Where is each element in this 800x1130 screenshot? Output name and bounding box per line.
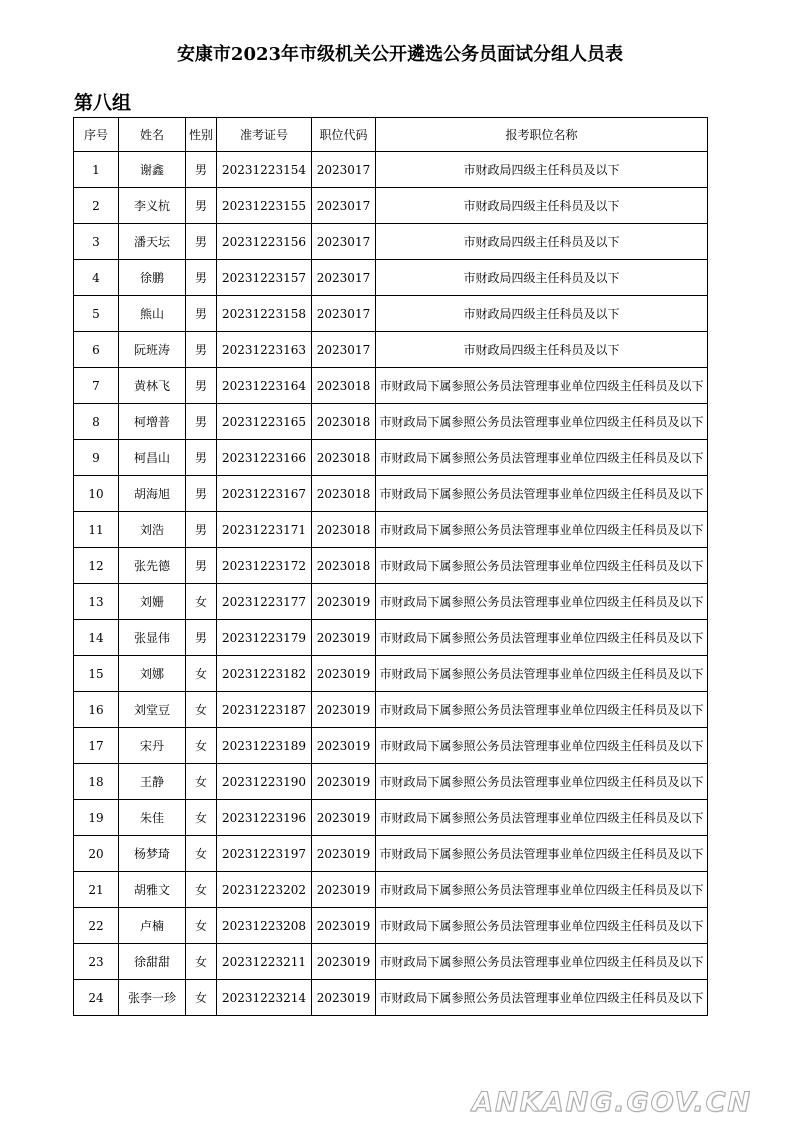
cell-position-name: 市财政局下属参照公务员法管理事业单位四级主任科员及以下 [376,368,708,404]
cell-gender: 男 [186,188,217,224]
cell-serial: 18 [74,764,119,800]
group-label: 第八组 [74,92,132,114]
table-row [74,476,708,512]
table-row [74,152,708,188]
cell-serial: 17 [74,728,119,764]
cell-position-code: 2023018 [312,368,376,404]
table-row [74,224,708,260]
cell-serial: 5 [74,296,119,332]
table-row [74,656,708,692]
cell-serial: 22 [74,908,119,944]
table-row [74,692,708,728]
cell-position-code: 2023018 [312,548,376,584]
cell-position-code: 2023017 [312,332,376,368]
cell-exam-id: 20231223187 [217,692,312,728]
table-row [74,800,708,836]
table-row [74,764,708,800]
cell-position-name: 市财政局下属参照公务员法管理事业单位四级主任科员及以下 [376,584,708,620]
cell-gender: 男 [186,440,217,476]
cell-gender: 男 [186,404,217,440]
cell-serial: 12 [74,548,119,584]
cell-position-name: 市财政局下属参照公务员法管理事业单位四级主任科员及以下 [376,404,708,440]
cell-position-code: 2023019 [312,800,376,836]
table-row [74,512,708,548]
cell-name: 刘娜 [119,656,186,692]
table-row [74,872,708,908]
cell-exam-id: 20231223154 [217,152,312,188]
cell-gender: 女 [186,584,217,620]
cell-exam-id: 20231223172 [217,548,312,584]
header-position-code: 职位代码 [312,118,376,152]
cell-name: 王静 [119,764,186,800]
cell-name: 柯增普 [119,404,186,440]
table-row [74,944,708,980]
cell-position-name: 市财政局下属参照公务员法管理事业单位四级主任科员及以下 [376,800,708,836]
cell-exam-id: 20231223165 [217,404,312,440]
cell-name: 徐鹏 [119,260,186,296]
cell-serial: 3 [74,224,119,260]
cell-position-code: 2023019 [312,584,376,620]
cell-position-code: 2023017 [312,296,376,332]
cell-gender: 男 [186,476,217,512]
cell-gender: 女 [186,764,217,800]
table-row [74,836,708,872]
document-title: 安康市2023年市级机关公开遴选公务员面试分组人员表 [176,44,624,65]
cell-name: 刘堂豆 [119,692,186,728]
cell-position-code: 2023019 [312,836,376,872]
cell-exam-id: 20231223190 [217,764,312,800]
cell-name: 刘姗 [119,584,186,620]
cell-exam-id: 20231223177 [217,584,312,620]
cell-position-code: 2023017 [312,224,376,260]
cell-gender: 男 [186,224,217,260]
cell-exam-id: 20231223156 [217,224,312,260]
cell-serial: 23 [74,944,119,980]
cell-position-code: 2023017 [312,188,376,224]
cell-serial: 8 [74,404,119,440]
cell-gender: 女 [186,836,217,872]
cell-position-code: 2023019 [312,872,376,908]
site-watermark: ANKANG.GOV.CN [472,1087,752,1118]
cell-position-code: 2023019 [312,728,376,764]
table-header-row [74,118,708,152]
cell-position-code: 2023018 [312,404,376,440]
cell-position-code: 2023019 [312,692,376,728]
cell-position-name: 市财政局下属参照公务员法管理事业单位四级主任科员及以下 [376,548,708,584]
cell-serial: 13 [74,584,119,620]
header-gender: 性别 [186,118,217,152]
cell-serial: 2 [74,188,119,224]
cell-name: 朱佳 [119,800,186,836]
cell-position-name: 市财政局下属参照公务员法管理事业单位四级主任科员及以下 [376,980,708,1016]
table-body [74,152,708,1016]
cell-position-name: 市财政局下属参照公务员法管理事业单位四级主任科员及以下 [376,944,708,980]
cell-name: 杨梦琦 [119,836,186,872]
cell-name: 熊山 [119,296,186,332]
cell-serial: 19 [74,800,119,836]
cell-exam-id: 20231223214 [217,980,312,1016]
table-row [74,980,708,1016]
cell-exam-id: 20231223189 [217,728,312,764]
cell-serial: 4 [74,260,119,296]
cell-name: 阮班涛 [119,332,186,368]
cell-gender: 男 [186,152,217,188]
cell-position-code: 2023019 [312,620,376,656]
cell-exam-id: 20231223155 [217,188,312,224]
cell-gender: 女 [186,908,217,944]
cell-name: 张先德 [119,548,186,584]
cell-exam-id: 20231223211 [217,944,312,980]
cell-exam-id: 20231223171 [217,512,312,548]
cell-position-name: 市财政局下属参照公务员法管理事业单位四级主任科员及以下 [376,476,708,512]
cell-name: 黄林飞 [119,368,186,404]
cell-serial: 10 [74,476,119,512]
cell-gender: 男 [186,260,217,296]
cell-serial: 15 [74,656,119,692]
cell-serial: 7 [74,368,119,404]
cell-position-code: 2023017 [312,260,376,296]
header-exam-id: 准考证号 [217,118,312,152]
cell-position-code: 2023018 [312,512,376,548]
cell-position-name: 市财政局下属参照公务员法管理事业单位四级主任科员及以下 [376,908,708,944]
cell-serial: 1 [74,152,119,188]
cell-position-name: 市财政局下属参照公务员法管理事业单位四级主任科员及以下 [376,728,708,764]
cell-gender: 女 [186,872,217,908]
cell-position-name: 市财政局下属参照公务员法管理事业单位四级主任科员及以下 [376,512,708,548]
cell-serial: 6 [74,332,119,368]
cell-gender: 女 [186,728,217,764]
cell-name: 张显伟 [119,620,186,656]
cell-position-code: 2023019 [312,908,376,944]
cell-name: 胡雅文 [119,872,186,908]
cell-gender: 女 [186,692,217,728]
cell-serial: 14 [74,620,119,656]
cell-position-code: 2023019 [312,764,376,800]
cell-gender: 男 [186,548,217,584]
cell-serial: 20 [74,836,119,872]
cell-position-name: 市财政局下属参照公务员法管理事业单位四级主任科员及以下 [376,656,708,692]
cell-exam-id: 20231223158 [217,296,312,332]
table-row [74,296,708,332]
cell-position-name: 市财政局下属参照公务员法管理事业单位四级主任科员及以下 [376,764,708,800]
cell-exam-id: 20231223196 [217,800,312,836]
table-row [74,332,708,368]
cell-name: 卢楠 [119,908,186,944]
cell-position-name: 市财政局四级主任科员及以下 [376,296,708,332]
cell-position-code: 2023019 [312,656,376,692]
table-row [74,908,708,944]
cell-exam-id: 20231223179 [217,620,312,656]
table-row [74,440,708,476]
cell-serial: 11 [74,512,119,548]
cell-position-name: 市财政局下属参照公务员法管理事业单位四级主任科员及以下 [376,620,708,656]
cell-position-code: 2023019 [312,980,376,1016]
cell-serial: 24 [74,980,119,1016]
table-row [74,620,708,656]
cell-gender: 男 [186,296,217,332]
cell-exam-id: 20231223164 [217,368,312,404]
cell-position-name: 市财政局下属参照公务员法管理事业单位四级主任科员及以下 [376,440,708,476]
cell-gender: 女 [186,800,217,836]
cell-name: 胡海旭 [119,476,186,512]
cell-position-name: 市财政局下属参照公务员法管理事业单位四级主任科员及以下 [376,872,708,908]
cell-name: 谢鑫 [119,152,186,188]
table-row [74,368,708,404]
cell-gender: 女 [186,656,217,692]
cell-serial: 16 [74,692,119,728]
cell-position-name: 市财政局四级主任科员及以下 [376,152,708,188]
table-row [74,548,708,584]
cell-gender: 男 [186,620,217,656]
cell-gender: 男 [186,332,217,368]
cell-name: 宋丹 [119,728,186,764]
cell-serial: 21 [74,872,119,908]
candidate-table [73,117,708,1016]
table-row [74,584,708,620]
table-row [74,404,708,440]
cell-gender: 男 [186,512,217,548]
cell-name: 李义杭 [119,188,186,224]
cell-position-name: 市财政局四级主任科员及以下 [376,260,708,296]
cell-position-code: 2023018 [312,440,376,476]
cell-gender: 男 [186,368,217,404]
header-serial: 序号 [74,118,119,152]
cell-exam-id: 20231223166 [217,440,312,476]
table-row [74,260,708,296]
cell-exam-id: 20231223157 [217,260,312,296]
cell-position-name: 市财政局下属参照公务员法管理事业单位四级主任科员及以下 [376,836,708,872]
cell-name: 张李一珍 [119,980,186,1016]
cell-position-name: 市财政局四级主任科员及以下 [376,224,708,260]
cell-name: 柯昌山 [119,440,186,476]
cell-position-name: 市财政局四级主任科员及以下 [376,188,708,224]
cell-gender: 女 [186,980,217,1016]
cell-exam-id: 20231223182 [217,656,312,692]
cell-position-code: 2023019 [312,944,376,980]
cell-gender: 女 [186,944,217,980]
cell-exam-id: 20231223163 [217,332,312,368]
cell-exam-id: 20231223202 [217,872,312,908]
cell-position-name: 市财政局四级主任科员及以下 [376,332,708,368]
table-row [74,188,708,224]
cell-position-name: 市财政局下属参照公务员法管理事业单位四级主任科员及以下 [376,692,708,728]
cell-exam-id: 20231223167 [217,476,312,512]
cell-name: 潘天坛 [119,224,186,260]
header-position-name: 报考职位名称 [376,118,708,152]
cell-position-code: 2023018 [312,476,376,512]
table-row [74,728,708,764]
cell-exam-id: 20231223197 [217,836,312,872]
header-name: 姓名 [119,118,186,152]
cell-position-code: 2023017 [312,152,376,188]
cell-serial: 9 [74,440,119,476]
cell-name: 徐甜甜 [119,944,186,980]
cell-name: 刘浩 [119,512,186,548]
cell-exam-id: 20231223208 [217,908,312,944]
